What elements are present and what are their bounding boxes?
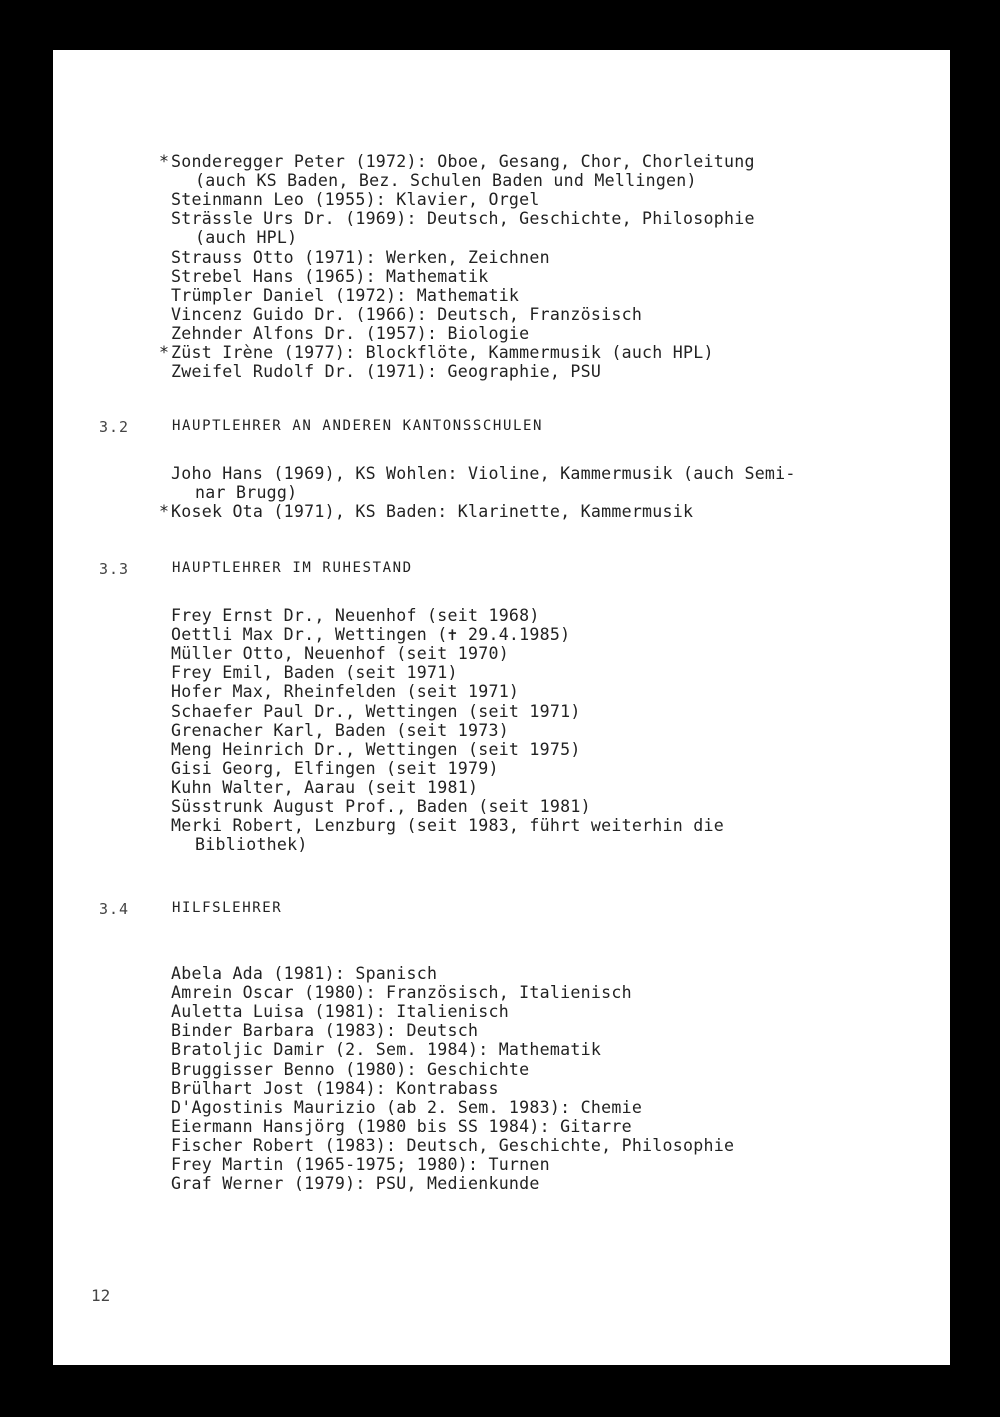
list-item: Frey Martin (1965-1975; 1980): Turnen [171,1155,550,1174]
list-item: Sonderegger Peter (1972): Oboe, Gesang, Chor, Chorleitung [171,152,755,171]
page-number: 12 [91,1286,111,1305]
section-heading: HILFSLEHRER [172,900,283,916]
list-item: Meng Heinrich Dr., Wettingen (seit 1975) [171,739,581,759]
list-item: Hofer Max, Rheinfelden (seit 1971) [171,682,520,702]
list-item: Kuhn Walter, Aarau (seit 1981) [171,777,479,797]
list-item: Steinmann Leo (1955): Klavier, Orgel [171,190,540,210]
section-number: 3.4 [99,900,130,918]
list-item: Schaefer Paul Dr., Wettingen (seit 1971) [171,701,581,721]
list-item: Süsstrunk August Prof., Baden (seit 1981) [171,797,591,816]
list-item: Trümpler Daniel (1972): Mathematik [171,285,520,305]
entry-continuation: (auch KS Baden, Bez. Schulen Baden und Mellingen) [195,171,697,191]
list-item: Strebel Hans (1965): Mathematik [171,266,489,286]
list-item: Frey Emil, Baden (seit 1971) [171,663,458,683]
list-item: Bruggisser Benno (1980): Geschichte [171,1059,530,1079]
list-item: D'Agostinis Maurizio (ab 2. Sem. 1983): Chemie [171,1097,643,1117]
list-item: Strauss Otto (1971): Werken, Zeichnen [171,247,550,267]
list-item: Merki Robert, Lenzburg (seit 1983, führt weiterhin die [171,816,724,836]
section-number: 3.3 [99,560,130,578]
asterisk-marker: * [159,502,170,522]
list-item: Eiermann Hansjörg (1980 bis SS 1984): Gitarre [171,1116,632,1136]
list-item: Gisi Georg, Elfingen (seit 1979) [171,758,499,778]
list-item: Vincenz Guido Dr. (1966): Deutsch, Französisch [171,304,643,324]
list-item: Kosek Ota (1971), KS Baden: Klarinette, Kammermusik [171,502,694,522]
page-content [53,50,950,1365]
list-item: Binder Barbara (1983): Deutsch [171,1021,479,1041]
list-item: Müller Otto, Neuenhof (seit 1970) [171,644,509,664]
list-item: Graf Werner (1979): PSU, Medienkunde [171,1174,540,1194]
list-item: Brülhart Jost (1984): Kontrabass [171,1078,499,1098]
list-item: Fischer Robert (1983): Deutsch, Geschichte, Philosophie [171,1135,735,1155]
list-item: Zweifel Rudolf Dr. (1971): Geographie, PSU [171,362,602,382]
entry-continuation: nar Brugg) [195,483,298,503]
asterisk-marker: * [159,343,170,362]
list-item: Joho Hans (1969), KS Wohlen: Violine, Kammermusik (auch Semi- [171,464,796,483]
list-item: Zehnder Alfons Dr. (1957): Biologie [171,323,530,343]
list-item: Züst Irène (1977): Blockflöte, Kammermusik (auch HPL) [171,343,714,362]
section-heading: HAUPTLEHRER IM RUHESTAND [172,560,413,576]
list-item: Frey Ernst Dr., Neuenhof (seit 1968) [171,606,540,625]
list-item: Auletta Luisa (1981): Italienisch [171,1002,509,1022]
entry-continuation: Bibliothek) [195,835,308,855]
section-heading: HAUPTLEHRER AN ANDEREN KANTONSSCHULEN [172,418,544,434]
asterisk-marker: * [159,152,170,171]
list-item: Abela Ada (1981): Spanisch [171,964,438,983]
section-number: 3.2 [99,418,130,436]
document-page [53,50,950,1365]
entry-continuation: (auch HPL) [195,228,298,248]
list-item: Grenacher Karl, Baden (seit 1973) [171,720,509,740]
list-item: Strässle Urs Dr. (1969): Deutsch, Geschichte, Philosophie [171,209,755,229]
list-item: Amrein Oscar (1980): Französisch, Italienisch [171,983,632,1003]
list-item: Bratoljic Damir (2. Sem. 1984): Mathematik [171,1040,602,1060]
list-item: Oettli Max Dr., Wettingen (✝ 29.4.1985) [171,625,571,645]
